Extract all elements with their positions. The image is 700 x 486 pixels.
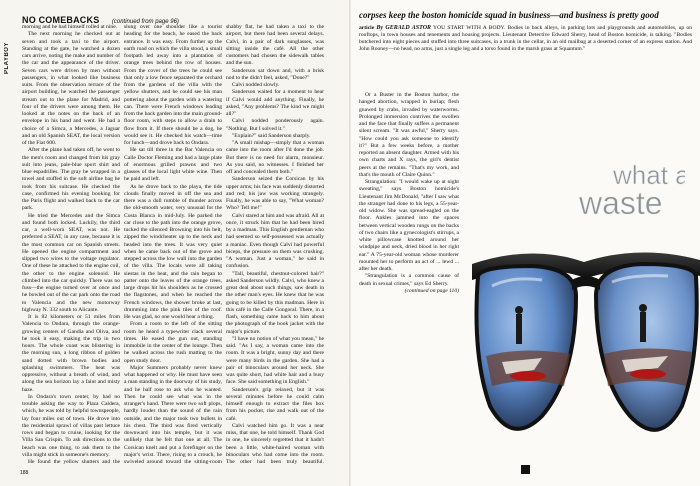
paragraph: From a room to the left of the sitting room he heard a typewriter clack several times. He eased the gun out, standing immobile in the center of the lounge. Then he walked across the rush matting to the open study door. (124, 321, 222, 364)
paragraph: Or a Buster in the Boston harbor, the hanged abortion, wrapped in burlap; flesh gnawed by crabs, invaded by waterworms. Prolonged immersion contrives the swollen and the face that finally suffers a permanent silent scream. "It was awful," Sherry says. "How could you ask someone to identify it?" But a few weeks before, a mother reported an absent daughter. Armed with his own charts and X rays, the girl's dentist peers at the remains. "That's my work, and that's the mouth of Claire Quinn." (359, 92, 459, 178)
continued-on: (continued on page 110) (404, 287, 459, 294)
title-lettering (573, 150, 685, 230)
paragraph: As he drove back to the playa, the tide clouds finally moved in off the sea and there was a dull rumble of thunder across the old-smooth water, very unusual for the Costa Blanca in mid-July. He parked the car close to the path into the orange grove, tucked the silenced Browning into his belt, zipped the windcheater up to the neck and headed into the trees. It was very quiet when he came back out of the grove and stepped across the low wall into the garden of the villa. The locals were all taking siestas in the heat, and the rain began to patter onto the leaves of the orange trees, large drops hit his shoulders as he crossed the flagstones, and when he reached the French windows, the shower broke at last, drumming into the pink tiles of the roof. He was glad, no one would hear a thing. (124, 183, 222, 320)
left-column-2 (124, 24, 222, 464)
reflected-figure-left (516, 314, 522, 344)
article-lead (359, 25, 692, 53)
feature-title (573, 150, 685, 230)
continued-from: (continued from page 96) (111, 19, 179, 25)
paragraph: He sat till three in the Bar Valencia on Calle Doctor Fleming and had a large plate of enormous grilled prawns and two glasses of the local light white wine. Then he paid and left. (124, 147, 222, 183)
end-mark (521, 465, 530, 474)
article-dek: corpses keep the boston homicide squad in business—and business is pretty good (359, 10, 659, 20)
paragraph: The next morning he checked out at seven and took a taxi to the airport. Standing at the gate, he watched a dozen cars arrive, noting the make and number of the car and the appearance of the driver. Seven cars were driven by men without passengers, in what looked like business suits. From the observation terrace of the airport building, he watched the passenger stream out to the plane for Madrid, and four of the drivers were among them. He looked at the notes on the back of an envelope in his hand and went. He had a choice of a Simca, a Mercedes, a Jaguar and an old Spanish SEAT, the local version of the Fiat 600. (22, 31, 120, 146)
paragraph: In Ondara's town center, by had no trouble asking the way to Plaza Caldera, which, he was told by helpful townspeople, lay four miles out of town. He drove into the residential sprawl of villas past lettuce rows and began to cruise, looking for the Villa San Crispin. To ask directions to the beach was one thing, to ask them to the villa might stick in someone's memory. (22, 393, 120, 458)
paragraph: shabby flat, he had taken a taxi to the airport, but there had been several delays. Calvi, in a pair of dark sunglasses, was sitting inside the café. All the other customers had chosen the sidewalk tables and the sun. (226, 24, 324, 67)
paragraph: Calvi nodded ponderously again. "Nothing. But I solved it." (226, 118, 324, 132)
left-page-header (22, 10, 338, 25)
byline-name: By GERALD ASTOR (376, 25, 432, 31)
right-lens (596, 264, 697, 430)
paragraph: Sanderson sat down and, with a brisk nod to the didn't feel, asked, "Done?" (226, 67, 324, 81)
blood-pool-left (510, 371, 546, 381)
paragraph: Strangulation: "I would wake up at night sweating," says Boston homicide's Lieutenant Jim McDonald, "after I saw what the stranger had done to his legs, a 55-year-old widow. She was spread-eagled on the floor. Ankles jammed into the spaces between vertical wooden rungs on the backs of two chairs like a gynecologist's stirrups, a white pillowcase knotted around her windpipe and neck, dried blood in her right ear." A 75-year-old woman whose murderer mounted her to perform an act of ... lewd ... after her death. (359, 179, 459, 272)
paragraph: "Tall, beautiful, chestnut-colored hair?" asked Sanderson wildly. Calvi, who knew a great deal about such things, saw death in the other man's eyes. He knew that he was going to be killed by this madman. Here in this café in the Calle Gongoral. There, in a flash, something came back to him about the photograph of the book jacket with the major's picture. (226, 270, 324, 335)
paragraph: slung over one shoulder like a tourist heading for the beach, he eased the back entrance. It was easy. From further up the earth road on which the villa stood, a small footpath led away into a plantation of orange trees behind the row of houses. From the cover of the trees he could see that only a low fence separated the orchard from the gardens of the villa with the yellow shutters, and he could see his man pottering about the garden with a watering can. There were French windows leading from the back garden into the main ground-floor room, with steps to allow a drain to flow from it. If there should be a dog, he would see it. He checked his watch—time for lunch—and drove back to Ondara. (124, 24, 222, 146)
paragraph: Calvi stared at him and was afraid. All at once, it struck him that he had been hired by a madman. This English gentleman who had seemed so self-possessed was actually a maniac. Even though Calvi had powerful biceps, the pressure on them was crushing. "A woman. Just a woman," he said in confusion. (226, 212, 324, 270)
frame-bridge (572, 276, 600, 290)
paragraph: Sanderson waited for a moment to hear if Calvi would add anything. Finally, he asked, "Any problems? The kind we might all?" (226, 89, 324, 117)
paragraph: Calvi watched him go. It was a near miss, that one, he told himself. Thank God in one, he sincerely regretted that it hadn't been a little, white-haired woman with binoculars who had come into the room. The other had been truly beautiful. (226, 422, 324, 464)
page-number: 188 (20, 470, 29, 476)
paragraph: "Explain?" said Sanderson sharply. (232, 132, 311, 139)
lead-paragraph: YOU START WITH A BODY. Bodies in back alleys, in parking lots and playgrounds and automobiles, up on rooftops, in town houses and tenements and housing projects. Lieutenant Detective Edward Sherry, head of Boston homicide, is talking. "Bodies butchered into eight pieces and stuffed into three suitcases, in a trunk in the cellar, in an old mailbag at a deserted corner of an express station. And John Rooney—no head, no arms, just a single leg and a torso found in the marsh grass at Squantum." (359, 25, 692, 52)
reflected-figure-right (640, 312, 646, 342)
left-column-3 (226, 24, 324, 464)
paragraph: He found the yellow shutters and the (28, 459, 120, 464)
story-kicker: NO COMEBACKS (22, 15, 100, 25)
paragraph: It is 82 kilometers or 51 miles from Valencia to Ondara, through the orange-growing centers of Gandia and Oliva, and he took it easy, making the trip in two hours. The whole coast was blistering in the morning sun, a long ribbon of golden sand dotted with brown bodies and splashing swimmers. The heat was oppressive, without a breath of wind, and along the sea horizon lay a faint and misty haze. (22, 314, 120, 393)
title-line-1: what a (613, 160, 685, 190)
reflected-figure-head-left (515, 306, 523, 314)
paragraph: Major Summers probably never knew what happened or why. He must have seen a man standing in the doorway of his study, and he half rose to ask who he wanted. Then he could see what was in the stranger's hand. There were two soft plops, hardly louder than the sound of the rain outside, and the major took two bullets in his chest. The third was fired vertically downward into his temple, but it was unlikely that he felt that one at all. The Corsican knelt and put a forefinger on the major's wrist. There, rising to a crouch, he swiveled around toward the sitting-room (124, 364, 222, 464)
sunglasses-illustration (472, 236, 700, 456)
paragraph: "I have no notion of what you mean," he said. "As I say, a woman came into the room. It was a bright, sunny day and there were many birds in the garden. She had a pair of binoculars around her neck. She was quite short, had white hair and a busy face. She said something in English." (226, 335, 324, 386)
right-page (351, 0, 700, 486)
blood-pool-right (630, 369, 666, 379)
paragraph: "Strangulation is a common cause of death in sexual crimes," says Ed Sherry. (359, 273, 459, 287)
paragraph: Calvi nodded slowly. (232, 82, 280, 88)
paragraph: He tried the Mercedes and the Simca and found both locked. Luckily, the third car, a well-worn SEAT, was not. He preferred a SEAT, in any case, because it is the most common car on Spanish streets. He opened the engine compartment and slipped two wires to the voltage regulator. One of these he attached to the engine coil, the other to the engine solenoid. He climbed into the car quickly. There was no fuss—the engine turned over at once and he bowled out of the car park onto the road to Valencia and the new motorway highway N. 332 south to Alicante. (22, 212, 120, 313)
paragraph: Sanderson's grip relaxed, but it was several minutes before he could calm himself enough to extract the files box from his pocket, rise and walk out of the café. (226, 386, 324, 422)
paragraph: After the plane had taken off, he went to the men's room and changed from his gray suit into jeans, pale-blue sport shirt and blue espadrilles. The gray he wrapped in a towel and stuffed in the soft airline bag he took from his suitcase. He checked the case, confirmed his evening booking for the Paris flight and walked back to the car park. (22, 147, 120, 212)
byline-label: article (359, 25, 375, 31)
paragraph: "A small mishap—simply that a woman came into the room after I'd done the job. But there is no need for alarm, monsieur. As you said, no witnesses. I finished her off and concealed them both." (226, 140, 324, 175)
left-lens (477, 266, 577, 429)
paragraph: morning and he had himself rolled at nine. (22, 24, 118, 30)
left-column-1 (22, 24, 120, 464)
side-tab: PLAYBOY (4, 42, 10, 74)
title-line-2: waste (579, 185, 663, 221)
paragraph: Sanderson seized the Corsican by his upper arms; his face was suddenly distorted and red; his jaw was working strangely. Finally, he was able to say, "What woman? Who? Tell me!" (226, 176, 324, 212)
right-column-1 (359, 92, 459, 474)
reflected-figure-head-right (639, 304, 647, 312)
